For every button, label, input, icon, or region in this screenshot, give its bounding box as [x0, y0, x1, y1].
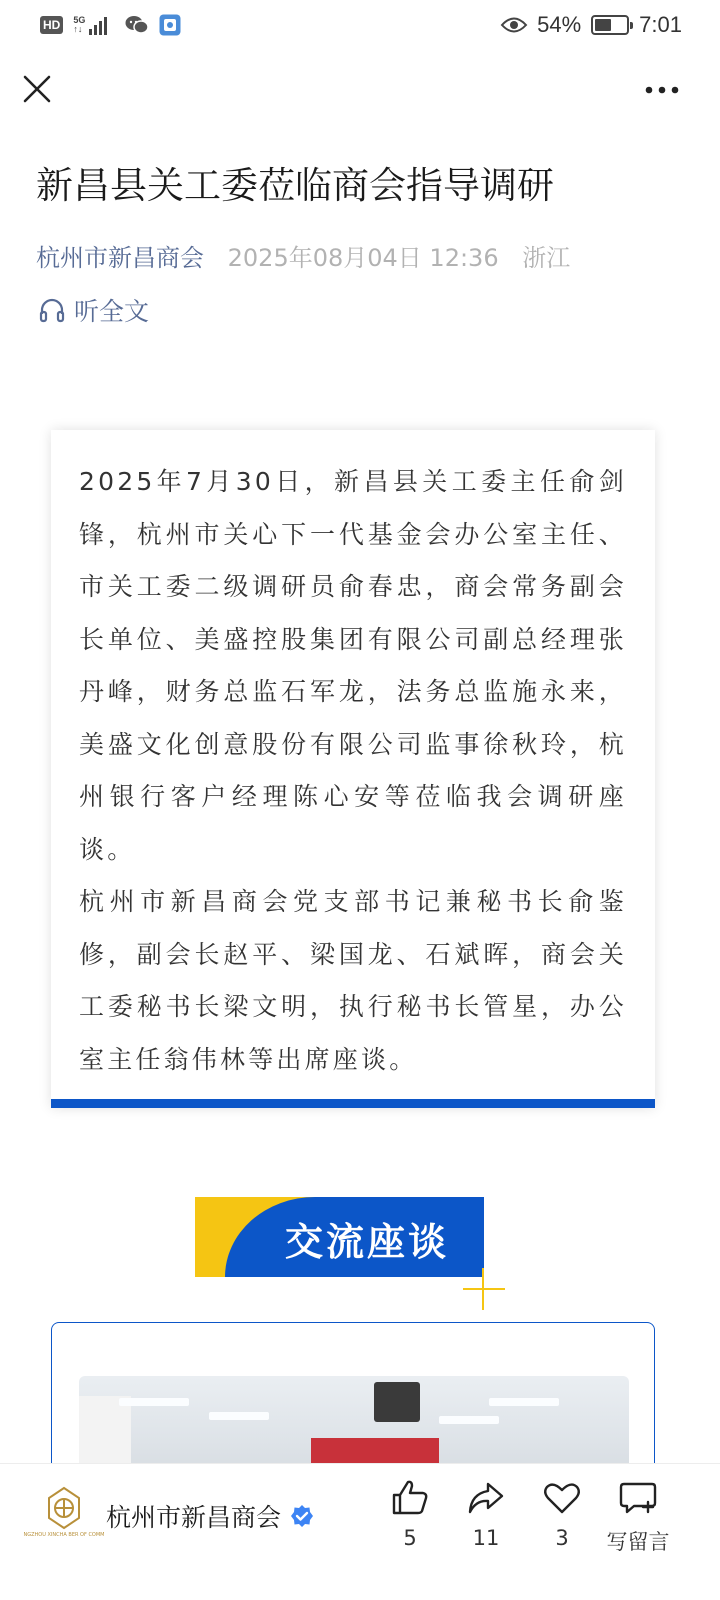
nav-bar: [0, 60, 720, 120]
paragraph-2: 杭州市新昌商会党支部书记兼秘书长俞鉴修，副会长赵平、梁国龙、石斌晖，商会关工委秘书长梁文明，执行秘书长管星，办公室主任翁伟林等出席座谈。: [79, 887, 627, 1074]
close-icon: [18, 70, 58, 110]
publish-region: 浙江: [522, 244, 571, 272]
network-label: 5G: [73, 15, 86, 25]
photo-ceiling-light: [439, 1416, 499, 1424]
status-left: [40, 14, 181, 36]
photo-projector: [374, 1382, 420, 1422]
battery-icon: [591, 15, 629, 35]
listen-label: 听全文: [74, 297, 150, 326]
close-button[interactable]: [18, 70, 58, 110]
clock: 7:01: [639, 12, 682, 37]
logo-text: NGZHOU XINCHA BER OF COMM: [23, 1532, 105, 1538]
section-header: [195, 1197, 515, 1297]
hd-badge: HD: [40, 16, 63, 34]
like-count: 5: [403, 1526, 417, 1550]
share-icon: [466, 1478, 506, 1518]
signal-icon: [89, 15, 115, 35]
publish-date: 2025年08月04日 12:36: [227, 244, 499, 272]
more-button[interactable]: [642, 78, 682, 102]
paragraph-1: 2025年7月30日，新昌县关工委主任俞剑锋，杭州市关心下一代基金会办公室主任、市关工委二级调研员俞春忠，商会常务副会长单位、美盛控股集团有限公司副总经理张丹峰，财务总监石军龙，法务总监施永来，美盛文化创意股份有限公司监事徐秋玲，杭州银行客户经理陈心安等莅临我会调研座谈。: [79, 467, 627, 864]
headphones-icon: [38, 296, 66, 324]
comment-button[interactable]: [598, 1478, 678, 1556]
battery-level: [595, 19, 611, 31]
more-icon: [642, 78, 682, 102]
favorite-button[interactable]: [522, 1478, 602, 1550]
article-meta: [36, 238, 696, 278]
bottom-bar: [0, 1463, 720, 1600]
photo-ceiling-light: [489, 1398, 559, 1406]
account-logo-emblem: [23, 1484, 105, 1548]
photo-ceiling-light: [119, 1398, 189, 1406]
article-title: 新昌县关工委莅临商会指导调研: [36, 164, 554, 207]
like-button[interactable]: [370, 1478, 450, 1550]
comment-label: 写留言: [606, 1530, 670, 1554]
listen-button[interactable]: [38, 292, 149, 328]
battery-percent: 54%: [537, 12, 582, 37]
share-button[interactable]: [446, 1478, 526, 1550]
photo-ceiling-light: [209, 1412, 269, 1420]
share-count: 11: [472, 1526, 500, 1550]
intro-text-card: [51, 430, 655, 1108]
section-header-title: 交流座谈: [285, 1220, 450, 1264]
favorite-count: 3: [555, 1526, 569, 1550]
wechat-icon: [125, 14, 149, 36]
author-link[interactable]: 杭州市新昌商会: [36, 244, 204, 272]
thumbs-up-icon: [390, 1478, 430, 1518]
app-notification-icon: [159, 14, 181, 36]
verified-badge-icon: [290, 1504, 314, 1528]
eye-icon: [501, 16, 527, 34]
account-name[interactable]: 杭州市新昌商会: [106, 1503, 282, 1532]
decor-cross-h: [463, 1288, 505, 1290]
decor-cross-v: [482, 1268, 484, 1310]
account-logo[interactable]: [23, 1484, 105, 1548]
comment-add-icon: [618, 1478, 658, 1518]
status-right: [501, 12, 682, 38]
network-indicator: 5G ↑↓: [73, 15, 86, 34]
status-bar: [0, 0, 720, 50]
heart-icon: [542, 1478, 582, 1518]
